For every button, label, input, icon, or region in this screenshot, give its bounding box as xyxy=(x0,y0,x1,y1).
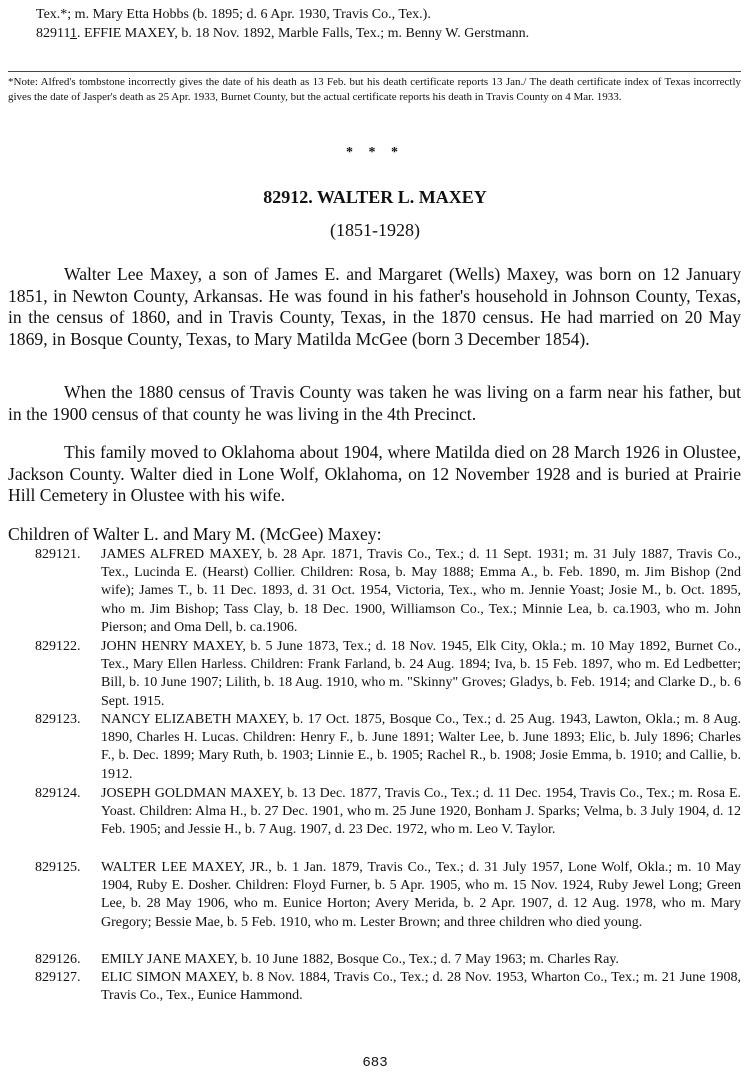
child-text: JOHN HENRY MAXEY, b. 5 June 1873, Tex.; d. 18 Nov. 1945, Elk City, Okla.; m. 10 May 1892, Burnet Co., Tex., Mary Ellen Harless. Children: Frank Farland, b. 24 Aug. 1894; Iva, b. 15 Feb. 1897, who m. Ed Ledbetter; Bill, b. 10 June 1907; Lilith, b. 18 Aug. 1910, who m. "Skinny" Groves; Gladys, b. Feb. 1914; and Clarke D., b. 6 Sept. 1915. xyxy=(101,639,741,709)
footnote-rule xyxy=(8,71,741,72)
paragraph-1: Walter Lee Maxey, a son of James E. and Margaret (Wells) Maxey, was born on 12 January 1851, in Newton County, Arkansas. He was found in his father's household in Johnson County, Texas, in the census of 1860, and in Travis County, Texas, in the 1870 census. He had married on 20 May 1869, in Bosque County, Texas, to Mary Matilda McGee (born 3 December 1854). xyxy=(8,264,741,349)
child-entry xyxy=(35,859,741,932)
child-text: WALTER LEE MAXEY, JR., b. 1 Jan. 1879, Travis Co., Tex.; d. 31 July 1957, Lone Wolf, Okla.; m. 10 May 1904, Ruby E. Dosher. Children: Floyd Furner, b. 5 Apr. 1905, who m. 15 Nov. 1924, Ruby Jewel Long; Green Lee, b. 28 May 1906, who m. Eunice Horton; Avery Merida, b. 2 Apr. 1907, d. 12 Aug. 1978, who m. Mary Gregory; Bessie Mae, b. 5 Feb. 1910, who m. Lester Brown; and three children who died young. xyxy=(101,860,741,930)
entry-number-underlined-digit: 1 xyxy=(69,26,77,41)
child-entry xyxy=(35,546,741,637)
child-text: JOSEPH GOLDMAN MAXEY, b. 13 Dec. 1877, Travis Co., Tex.; d. 11 Dec. 1954, Travis Co., Tex.; m. Rosa E. Yoast. Children: Alma H., b. 27 Dec. 1901, who m. 25 June 1920, Bonham J. Sparks; Velma, b. 3 July 1904, d. 12 Feb. 1905; and Jessie H., b. 7 Aug. 1907, d. 23 Dec. 1972, who m. Leo V. Taylor. xyxy=(101,786,741,838)
children-heading: Children of Walter L. and Mary M. (McGee) Maxey: xyxy=(8,524,382,544)
child-number: 829126. xyxy=(35,952,81,967)
child-text: EMILY JANE MAXEY, b. 10 June 1882, Bosque Co., Tex.; d. 7 May 1963; m. Charles Ray. xyxy=(101,952,619,967)
child-number: 829127. xyxy=(35,970,81,985)
entry-number: 82911 xyxy=(36,26,70,41)
child-entry xyxy=(35,785,741,840)
continued-entry-line: Tex.*; m. Mary Etta Hobbs (b. 1895; d. 6 Apr. 1930, Travis Co., Tex.). xyxy=(36,7,431,22)
child-entry xyxy=(35,711,741,784)
section-heading: 82912. WALTER L. MAXEY xyxy=(263,187,487,207)
entry-text: . EFFIE MAXEY, b. 18 Nov. 1892, Marble Falls, Tex.; m. Benny W. Gerstmann. xyxy=(76,26,530,41)
entry-829111 xyxy=(36,25,741,43)
child-text: JAMES ALFRED MAXEY, b. 28 Apr. 1871, Travis Co., Tex.; d. 11 Sept. 1931; m. 31 July 1887, Travis Co., Tex., Lucinda E. (Hearst) Collier. Children: Rosa, b. May 1888; Emma A., b. Feb. 1890, m. Jim Bishop (2nd wife); James T., b. 11 Dec. 1893, d. 31 Oct. 1954, Victoria, Tex., who m. Jennie Yoast; Josie M., b. Oct. 1895, who m. Jim Bishop; Tass Clay, b. 18 Dec. 1900, Williamson Co., Tex.; Minnie Lea, b. ca.1903, who m. John Pierson; and Oma Dell, b. ca.1906. xyxy=(101,547,741,635)
child-entry xyxy=(35,638,741,711)
page-number: 683 xyxy=(362,1055,388,1071)
child-text: ELIC SIMON MAXEY, b. 8 Nov. 1884, Travis Co., Tex.; d. 28 Nov. 1953, Wharton Co., Tex.; m. 21 June 1908, Travis Co., Tex., Eunice Hammond. xyxy=(101,970,741,1004)
paragraph-3: This family moved to Oklahoma about 1904, where Matilda died on 28 March 1926 in Olustee, Jackson County. Walter died in Lone Wolf, Oklahoma, on 12 November 1928 and is buried at Prairie Hill Cemetery in Olustee with his wife. xyxy=(8,442,741,505)
child-number: 829121. xyxy=(35,547,81,562)
footnote: *Note: Alfred's tombstone incorrectly gives the date of his death as 13 Feb. but his death certificate reports 13 Jan./ The death certificate index of Texas incorrectly gives the date of Jasper's death as 25 Apr. 1933, Burnet County, but the actual certificate reports his death in Travis County on 4 Mar. 1933. xyxy=(8,76,741,103)
paragraph-2: When the 1880 census of Travis County was taken he was living on a farm near his father, but in the 1900 census of that county he was living in the 4th Precinct. xyxy=(8,382,741,424)
child-number: 829123. xyxy=(35,712,81,727)
child-entry xyxy=(35,969,741,1005)
child-number: 829125. xyxy=(35,860,81,875)
child-entry xyxy=(35,951,741,969)
child-number: 829122. xyxy=(35,639,81,654)
child-text: NANCY ELIZABETH MAXEY, b. 17 Oct. 1875, Bosque Co., Tex.; d. 25 Aug. 1943, Lawton, Okla.; m. 8 Aug. 1890, Charles H. Lucas. Children: Henry F., b. June 1891; Walter Lee, b. June 1893; Elic, b. July 1896; Charles F., b. Dec. 1899; Mary Ruth, b. 1903; Linnie E., b. 1905; Rachel R., b. 1908; Josie Emma, b. 1910; and Callie, b. 1912. xyxy=(101,712,741,782)
child-number: 829124. xyxy=(35,786,81,801)
life-dates: (1851-1928) xyxy=(330,220,420,240)
section-separator: * * * xyxy=(346,145,404,160)
